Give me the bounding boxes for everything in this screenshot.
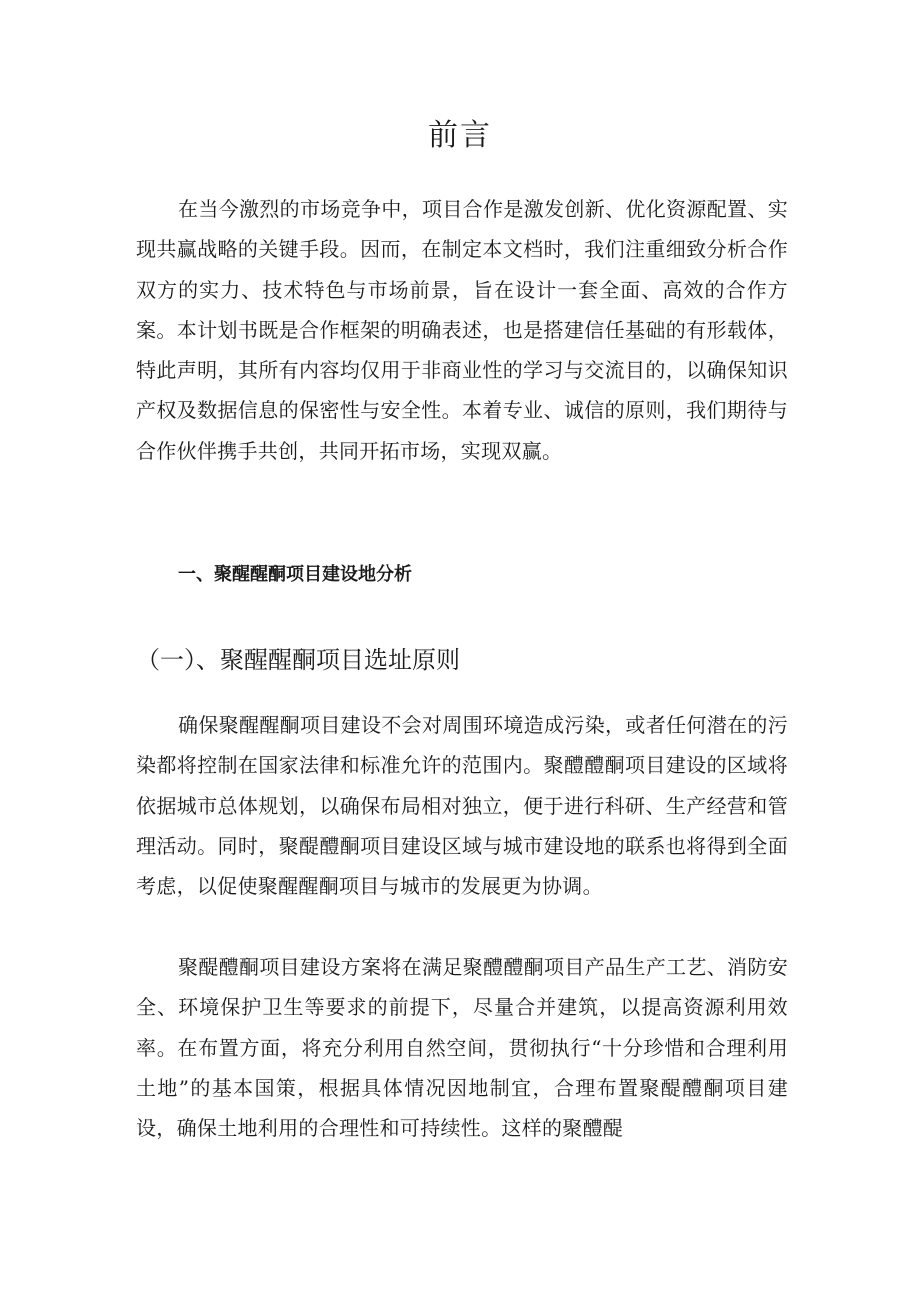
- page-title: 前言: [428, 118, 492, 153]
- preface-paragraph: 在当今激烈的市场竞争中，项目合作是激发创新、优化资源配置、实现共赢战略的关键手段。因而，在制定本文档时，我们注重细致分析合作双方的实力、技术特色与市场前景，旨在设计一套全面、高效的合作方案。本计划书既是合作框架的明确表述，也是搭建信任基础的有形载体，特此声明，其所有内容均仅用于非商业性的学习与交流目的，以确保知识产权及数据信息的保密性与安全性。本着专业、诚信的原则，我们期待与合作伙伴携手共创，共同开拓市场，实现双赢。: [136, 197, 788, 463]
- body-paragraph-2: 确保聚醒醒酮项目建设不会对周围环境造成污染，或者任何潜在的污染都将控制在国家法律和标准允许的范围内。聚醴醴酮项目建设的区域将依据城市总体规划，以确保布局相对独立，便于进行科研、生产经营和管理活动。同时，聚醍醴酮项目建设区域与城市建设地的联系也将得到全面考虑，以促使聚醒醒酮项目与城市的发展更为协调。: [136, 713, 788, 899]
- body-paragraph-3: 聚醍醴酮项目建设方案将在满足聚醴醴酮项目产品生产工艺、消防安全、环境保护卫生等要求的前提下，尽量合并建筑，以提高资源利用效率。在布置方面，将充分利用自然空间，贯彻执行“十分珍惜和合理利用土地”的基本国策，根据具体情况因地制宜，合理布置聚醍醴酮项目建设，确保土地利用的合理性和可持续性。这样的聚醴醍: [136, 955, 788, 1141]
- subsection-heading-1: （一）、聚醒醒酮项目选址原则: [136, 646, 460, 674]
- section-heading-1: 一、聚醒醒酮项目建设地分析: [178, 564, 412, 585]
